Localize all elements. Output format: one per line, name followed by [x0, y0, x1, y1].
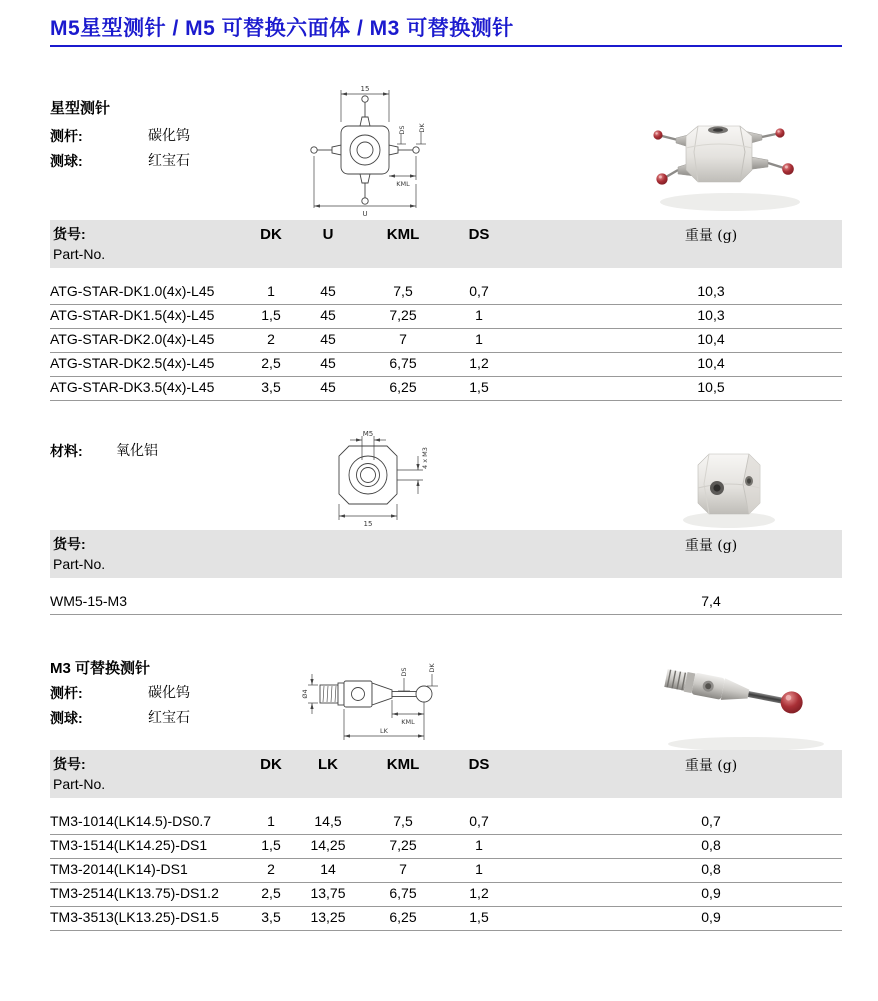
table-row	[50, 834, 842, 859]
m3-shaft-label: 测杆:	[50, 685, 83, 701]
part-no-label-en: Part-No.	[53, 556, 106, 572]
cell-lk: 13,25	[310, 909, 346, 925]
cell-kml: 6,75	[389, 355, 417, 371]
cell-lk: 14,5	[314, 813, 342, 829]
cell-kml: 7	[399, 861, 407, 877]
cell-weight: 7,4	[701, 593, 721, 609]
table-row	[50, 304, 842, 329]
dim-15-label: 15	[363, 520, 373, 528]
dim-kml-label: KML	[401, 718, 415, 726]
dim-ds-label: DS	[400, 667, 408, 677]
cell-weight: 0,8	[701, 861, 721, 877]
cell-weight: 10,3	[697, 307, 725, 323]
cell-part: TM3-2014(LK14)-DS1	[50, 861, 188, 877]
column-header-u: U	[322, 226, 334, 243]
cell-dk: 1,5	[261, 307, 281, 323]
cell-weight: 0,9	[701, 909, 721, 925]
m3-stylus-photo	[628, 650, 853, 758]
table-row	[50, 352, 842, 377]
table-row	[50, 376, 842, 401]
column-header-dk: DK	[260, 756, 282, 773]
hexahedron-table	[50, 530, 842, 620]
part-no-label-en: Part-No.	[53, 776, 106, 792]
hexahedron-drawing	[321, 426, 431, 528]
weight-header: 重量 (g)	[684, 758, 738, 774]
m3-stylus-drawing	[298, 652, 443, 747]
m3-table-header	[50, 750, 842, 798]
column-header-ds: DS	[468, 226, 490, 243]
cell-u: 45	[320, 355, 336, 371]
weight-header: 重量 (g)	[684, 538, 738, 554]
part-no-label-cn: 货号:	[53, 226, 86, 242]
cell-weight: 10,3	[697, 283, 725, 299]
column-header-kml: KML	[386, 756, 420, 773]
table-row	[50, 810, 842, 835]
cell-part: TM3-1014(LK14.5)-DS0.7	[50, 813, 212, 829]
cell-ds: 0,7	[469, 283, 489, 299]
dim-dk-label: DK	[418, 123, 426, 133]
star-ball-value: 红宝石	[148, 153, 190, 169]
cell-u: 45	[320, 379, 336, 395]
m3-shaft-value: 碳化钨	[148, 685, 190, 701]
dim-u-label: U	[362, 210, 368, 218]
cell-kml: 7,25	[389, 837, 417, 853]
cell-dk: 2	[267, 861, 275, 877]
column-header-dk: DK	[260, 226, 282, 243]
star-probe-drawing	[293, 84, 438, 218]
hexahedron-table-header	[50, 530, 842, 578]
column-header-ds: DS	[468, 756, 490, 773]
material-label: 材料:	[50, 443, 83, 459]
cell-part: ATG-STAR-DK1.5(4x)-L45	[50, 307, 215, 323]
cell-part: TM3-2514(LK13.75)-DS1.2	[50, 885, 219, 901]
cell-weight: 10,4	[697, 331, 725, 347]
cell-u: 45	[320, 331, 336, 347]
cell-dk: 1	[267, 283, 275, 299]
m3-ball-label: 测球:	[50, 710, 83, 726]
dim-kml-label: KML	[396, 180, 410, 188]
cell-part: ATG-STAR-DK2.5(4x)-L45	[50, 355, 215, 371]
dim-ds-label: DS	[398, 125, 406, 135]
cell-u: 45	[320, 283, 336, 299]
cell-weight: 10,5	[697, 379, 725, 395]
cell-ds: 1,5	[469, 379, 489, 395]
cell-weight: 0,8	[701, 837, 721, 853]
cell-ds: 1	[475, 307, 483, 323]
dim-lk-label: LK	[380, 727, 388, 735]
star-table-header	[50, 220, 842, 268]
cell-u: 45	[320, 307, 336, 323]
cell-lk: 13,75	[310, 885, 346, 901]
part-no-label-en: Part-No.	[53, 246, 106, 262]
m3-table	[50, 750, 842, 930]
table-row	[50, 882, 842, 907]
part-no-label-cn: 货号:	[53, 536, 86, 552]
cell-dk: 1,5	[261, 837, 281, 853]
title-underline	[50, 45, 842, 47]
cell-ds: 1,5	[469, 909, 489, 925]
cell-ds: 1	[475, 861, 483, 877]
cell-part: ATG-STAR-DK2.0(4x)-L45	[50, 331, 215, 347]
cell-lk: 14	[320, 861, 336, 877]
cell-dk: 1	[267, 813, 275, 829]
material-value: 氧化铝	[116, 443, 158, 459]
cell-kml: 7,5	[393, 813, 413, 829]
cell-lk: 14,25	[310, 837, 346, 853]
cell-ds: 0,7	[469, 813, 489, 829]
cell-kml: 7,5	[393, 283, 413, 299]
weight-header: 重量 (g)	[684, 228, 738, 244]
cell-dk: 2,5	[261, 355, 281, 371]
star-probe-photo	[618, 90, 860, 222]
table-row	[50, 280, 842, 305]
part-no-label-cn: 货号:	[53, 756, 86, 772]
cell-dk: 2	[267, 331, 275, 347]
table-row	[50, 906, 842, 931]
cell-ds: 1,2	[469, 355, 489, 371]
page-title: M5星型测针 / M5 可替换六面体 / M3 可替换测针	[50, 17, 514, 40]
cell-kml: 6,25	[389, 909, 417, 925]
cell-part: WM5-15-M3	[50, 593, 128, 609]
cell-ds: 1,2	[469, 885, 489, 901]
m3-ball-value: 红宝石	[148, 710, 190, 726]
dim-m5-label: M5	[362, 430, 374, 438]
cell-kml: 6,75	[389, 885, 417, 901]
star-shaft-label: 测杆:	[50, 128, 83, 144]
star-table	[50, 220, 842, 400]
star-section-heading: 星型测针	[50, 100, 111, 117]
cell-weight: 10,4	[697, 355, 725, 371]
cell-weight: 0,7	[701, 813, 721, 829]
table-row	[50, 858, 842, 883]
cell-ds: 1	[475, 331, 483, 347]
cell-dk: 2,5	[261, 885, 281, 901]
dim-4xm3-label: 4 x M3	[421, 447, 429, 469]
cell-part: ATG-STAR-DK3.5(4x)-L45	[50, 379, 215, 395]
dim-dk-label: DK	[428, 663, 436, 673]
star-ball-label: 测球:	[50, 153, 83, 169]
cell-dk: 3,5	[261, 909, 281, 925]
cell-part: TM3-1514(LK14.25)-DS1	[50, 837, 208, 853]
cell-kml: 7,25	[389, 307, 417, 323]
dim-15-label: 15	[360, 85, 370, 93]
cell-dk: 3,5	[261, 379, 281, 395]
table-row	[50, 328, 842, 353]
cell-kml: 6,25	[389, 379, 417, 395]
star-shaft-value: 碳化钨	[148, 128, 190, 144]
cell-part: ATG-STAR-DK1.0(4x)-L45	[50, 283, 215, 299]
m3-section-heading: M3 可替换测针	[50, 660, 151, 677]
cell-kml: 7	[399, 331, 407, 347]
hexahedron-photo	[643, 428, 821, 536]
cell-part: TM3-3513(LK13.25)-DS1.5	[50, 909, 219, 925]
table-row	[50, 590, 842, 615]
dim-d4-label: Ø4	[301, 689, 309, 699]
column-header-lk: LK	[318, 756, 338, 773]
column-header-kml: KML	[386, 226, 420, 243]
cell-ds: 1	[475, 837, 483, 853]
cell-weight: 0,9	[701, 885, 721, 901]
